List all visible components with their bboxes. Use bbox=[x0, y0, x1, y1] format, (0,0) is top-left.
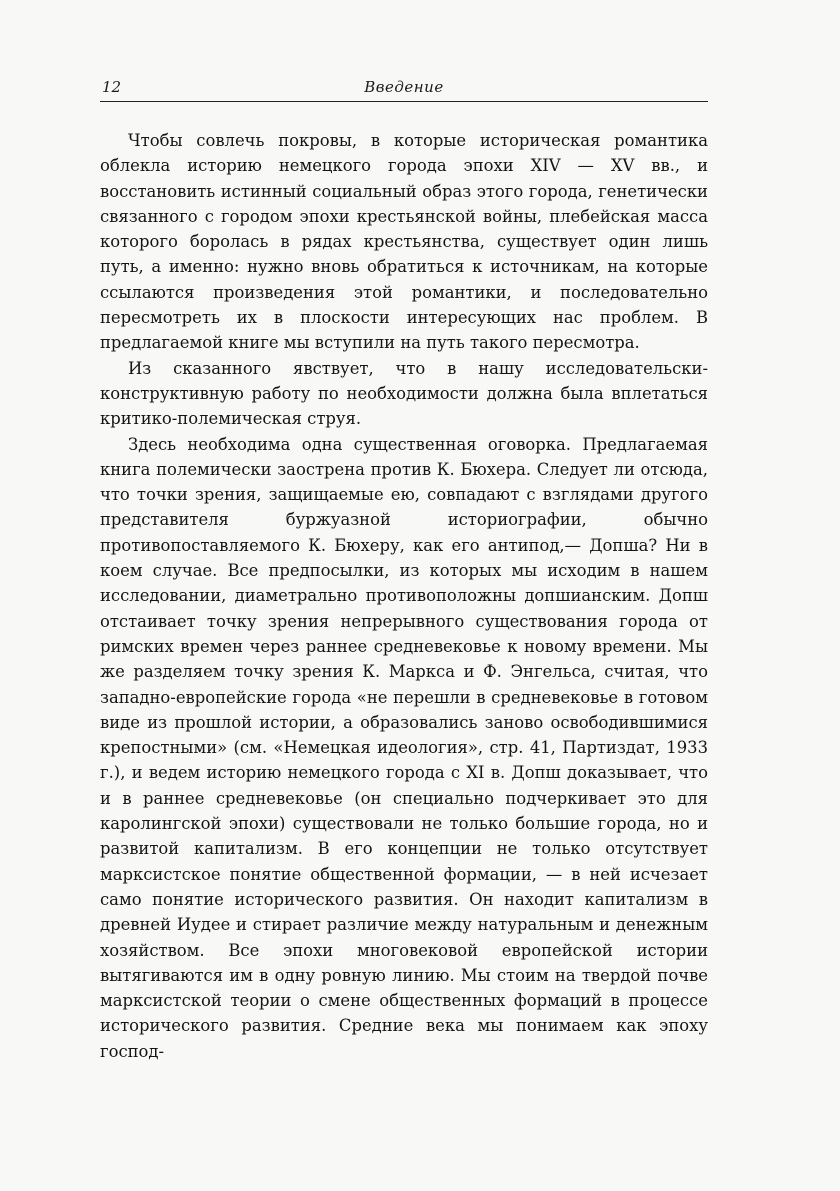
page-number: 12 bbox=[102, 78, 122, 96]
paragraph: Из сказанного явствует, что в нашу исследовательски-конструктивную работу по необходимости должна была вплетаться критико-полемическая струя. bbox=[100, 358, 708, 429]
paragraph: Здесь необходима одна существенная оговорка. Предлагаемая книга полемически заострена против К. Бюхера. Следует ли отсюда, что точки зрения, защищаемые ею, совпадают с взглядами другого представителя буржуазной историографии, обычно противопоставляемого К. Бюхеру, как его антипод,— Допша? Ни в коем случае. Все предпосылки, из которых мы исходим в нашем исследовании, диаметрально противоположны допшианским. Допш отстаивает точку зрения непрерывного существования города от римских времен через раннее средневековье к новому времени. Мы же разделяем точку зрения К. Маркса и Ф. Энгельса, считая, что западно-европейские города «не перешли в средневековье в готовом виде из прошлой истории, а образовались заново освободившимися крепостными» (см. «Немецкая идеология», стр. 41, Партиздат, 1933 г.), и ведем историю немецкого города с XI в. Допш доказывает, что и в раннее средневековье (он специально подчеркивает это для каролингской эпохи) существовали не только большие города, но и развитой капитализм. В его концепции не только отсутствует марксистское понятие общественной формации, — в ней исчезает само понятие исторического развития. Он находит капитализм в древней Иудее и стирает различие между натуральным и денежным хозяйством. Все эпохи многовековой европейской истории вытягиваются им в одну ровную линию. Мы стоим на твердой почве марксистской теории о смене общественных формаций в процессе исторического развития. Средние века мы понимаем как эпоху господ- bbox=[100, 434, 708, 1061]
body-text bbox=[100, 128, 708, 1064]
paragraph: Чтобы совлечь покровы, в которые историческая романтика облекла историю немецкого города эпохи XIV — XV вв., и восстановить истинный социальный образ этого города, генетически связанного с городом эпохи крестьянской войны, плебейская масса которого боролась в рядах крестьянства, существует один лишь путь, а именно: нужно вновь обратиться к источникам, на которые ссылаются произведения этой романтики, и последовательно пересмотреть их в плоскости интересующих нас проблем. В предлагаемой книге мы вступили на путь такого пересмотра. bbox=[100, 131, 708, 353]
header-rule bbox=[100, 101, 708, 102]
running-title: Введение bbox=[364, 78, 444, 96]
running-head bbox=[100, 76, 708, 100]
